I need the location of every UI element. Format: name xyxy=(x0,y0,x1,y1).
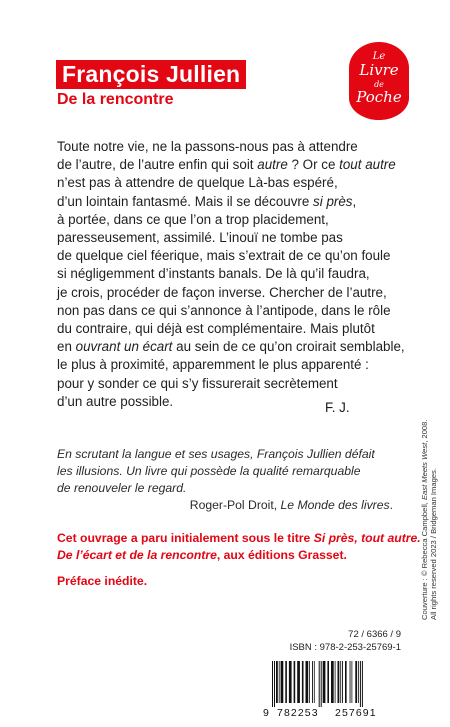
quote-source-name: Roger-Pol Droit, xyxy=(189,498,281,512)
credits-text: , 2008. xyxy=(420,419,429,443)
blurb-line xyxy=(57,174,407,192)
barcode-bar xyxy=(355,661,357,703)
quote-source xyxy=(190,497,393,514)
logo-line-1: Le xyxy=(372,51,386,62)
barcode-bar xyxy=(335,661,336,703)
logo-line-2: Livre xyxy=(359,61,399,79)
barcode-bar xyxy=(352,661,353,703)
blurb-segment: au sein de ce qu’on croirait semblable, xyxy=(172,339,405,355)
press-quote xyxy=(57,446,402,497)
blurb-line xyxy=(57,356,407,374)
barcode-bar xyxy=(279,661,280,703)
blurb-line xyxy=(57,265,407,283)
barcode-bar xyxy=(327,661,329,703)
quote-line: les illusions. Un livre qui possède la qualité remarquable xyxy=(57,464,361,478)
note-text: , aux éditions Grasset. xyxy=(216,548,347,562)
blurb-line xyxy=(57,302,407,320)
signature: F. J. xyxy=(325,400,350,415)
blurb-line xyxy=(57,338,407,356)
blurb-line xyxy=(57,193,407,211)
blurb-emphasis: ouvrant un écart xyxy=(75,339,173,355)
blurb-segment: ? Or ce xyxy=(287,157,340,173)
note-line-2 xyxy=(57,547,421,564)
blurb-emphasis: autre xyxy=(257,157,288,173)
blurb-line xyxy=(57,320,407,338)
blurb-segment: de l’autre, de l’autre enfin qui soit xyxy=(57,157,258,173)
barcode-right-digits: 257691 xyxy=(335,707,377,719)
note-original-title-cont: De l’écart et de la rencontre xyxy=(57,548,217,562)
blurb-segment: je crois, procéder de façon inverse. Chercher de l’autre, xyxy=(57,284,387,300)
blurb-segment: pour y sonder ce qui s’y fissurerait secrètement xyxy=(57,375,338,391)
blurb-line xyxy=(57,247,407,265)
catalog-number: 72 / 6366 / 9 xyxy=(348,629,401,640)
blurb-text xyxy=(57,138,407,411)
barcode-bar xyxy=(309,661,310,703)
barcode xyxy=(263,661,399,719)
blurb-emphasis: tout autre xyxy=(339,157,396,173)
barcode-bar xyxy=(312,661,313,703)
barcode-bar xyxy=(321,661,322,707)
barcode-bar xyxy=(340,661,341,703)
logo-line-3: de xyxy=(374,80,384,89)
blurb-line xyxy=(57,393,407,411)
quote-line: En scrutant la langue et ses usages, François Jullien défait xyxy=(57,447,375,461)
blurb-line xyxy=(57,138,407,156)
cover-credits xyxy=(420,419,448,620)
barcode-bar xyxy=(331,661,334,703)
barcode-bar xyxy=(289,661,292,703)
blurb-line xyxy=(57,156,407,174)
barcode-bar xyxy=(314,661,315,703)
barcode-bar xyxy=(302,661,304,703)
publisher-logo xyxy=(349,42,409,120)
blurb-segment: de quelque ciel féerique, mais s’extrait de ce qu’on foule xyxy=(57,248,391,264)
blurb-segment: du contraire, qui déjà est complémentaire. Mais plutôt xyxy=(57,321,375,337)
blurb-line xyxy=(57,229,407,247)
barcode-bars xyxy=(271,661,397,707)
logo-line-4: Poche xyxy=(356,88,402,106)
credits-text: Couverture : © Rebecca Campbell, xyxy=(420,500,429,620)
blurb-segment: , xyxy=(352,193,357,209)
blurb-segment: si négligemment d’instants banals. De là qu’il faudra, xyxy=(57,266,370,282)
blurb-segment: paresseusement, assimilé. L’inouï ne tombe pas xyxy=(57,230,343,246)
barcode-bar xyxy=(294,661,296,703)
barcode-bar xyxy=(342,661,343,703)
barcode-bar xyxy=(306,661,309,703)
barcode-bar xyxy=(360,661,361,707)
quote-line: de renouveler le regard. xyxy=(57,481,187,495)
barcode-bar xyxy=(285,661,287,703)
barcode-bar xyxy=(281,661,284,703)
blurb-emphasis: si près xyxy=(313,193,353,209)
barcode-bar xyxy=(274,661,275,707)
note-text: Cet ouvrage a paru initialement sous le titre xyxy=(57,531,314,545)
preface-note: Préface inédite. xyxy=(57,574,148,588)
barcode-bar xyxy=(297,661,300,703)
note-line-1 xyxy=(57,530,421,547)
barcode-first-digit: 9 xyxy=(263,707,269,719)
barcode-bar xyxy=(323,661,326,703)
publication-note xyxy=(57,530,421,564)
blurb-segment: Toute notre vie, ne la passons-nous pas à attendre xyxy=(57,139,358,154)
barcode-bar xyxy=(276,661,278,703)
barcode-bar xyxy=(319,661,320,707)
book-codes xyxy=(290,628,401,654)
book-title: De la rencontre xyxy=(57,91,174,108)
credits-line-1 xyxy=(420,419,429,620)
author-name: François Jullien xyxy=(56,60,246,89)
blurb-line xyxy=(57,211,407,229)
blurb-segment: à portée, dans ce que l’on a trop placidement, xyxy=(57,211,329,227)
blurb-segment: non pas dans ce qui s’annonce à l’antipode, dans le rôle xyxy=(57,302,391,318)
barcode-left-digits: 782253 xyxy=(277,707,319,719)
blurb-segment: le plus à proximité, apparemment le plus apparenté : xyxy=(57,357,369,373)
blurb-line xyxy=(57,375,407,393)
blurb-segment: en xyxy=(57,339,76,355)
barcode-bar xyxy=(350,661,351,703)
isbn: ISBN : 978-2-253-25769-1 xyxy=(289,642,401,653)
barcode-bar xyxy=(362,661,363,707)
barcode-bar xyxy=(338,661,340,703)
blurb-segment: n’est pas à attendre de quelque Là-bas espéré, xyxy=(57,175,338,191)
quote-source-publication: Le Monde des livres xyxy=(280,498,390,512)
quote-source-end: . xyxy=(389,498,393,512)
barcode-bar xyxy=(272,661,273,707)
blurb-segment: d’un lointain fantasmé. Mais il se découvre xyxy=(57,193,314,209)
barcode-bar xyxy=(358,661,359,703)
blurb-line xyxy=(57,284,407,302)
credits-line-2: All rights reserved 2023 / Bridgeman Images. xyxy=(429,468,438,620)
credits-artwork-title: East Meets West xyxy=(420,442,429,501)
blurb-segment: d’un autre possible. xyxy=(57,393,174,409)
barcode-bar xyxy=(345,661,347,703)
note-original-title: Si près, tout autre. xyxy=(313,531,421,545)
